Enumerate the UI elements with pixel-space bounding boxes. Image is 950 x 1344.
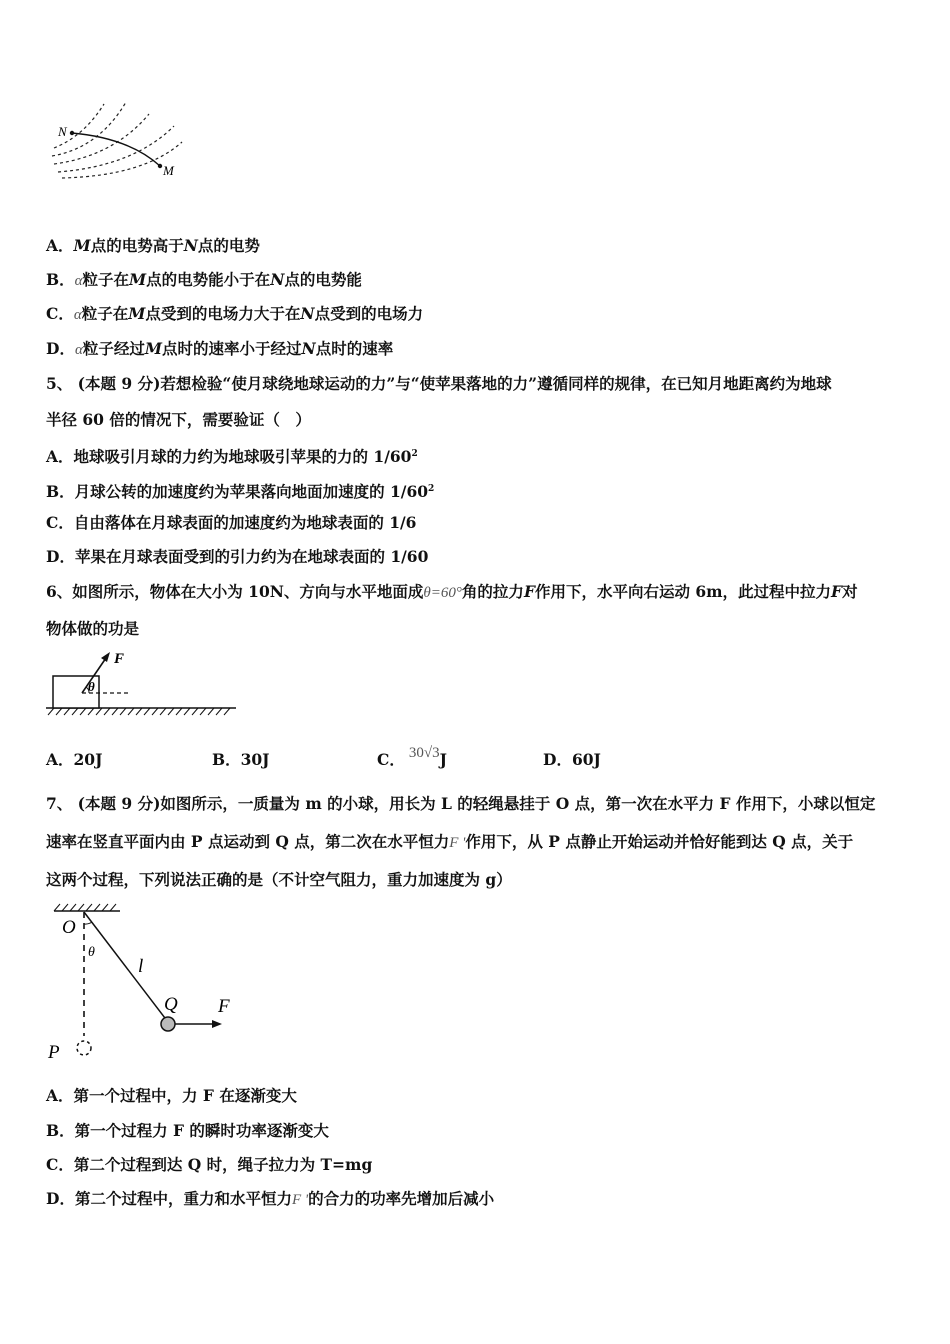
q4-option-d: D．α粒子经过M点时的速率小于经过N点时的速率 <box>46 339 394 358</box>
point-n <box>70 131 74 135</box>
q7-stem-line3: 这两个过程，下列说法正确的是（不计空气阻力，重力加速度为 g） <box>46 870 512 889</box>
q5-option-d: D．苹果在月球表面受到的引力约为在地球表面的 1/60 <box>46 547 429 566</box>
q7-option-d: D．第二个过程中，重力和水平恒力F '的合力的功率先增加后减小 <box>46 1189 495 1208</box>
alpha-symbol: α <box>74 342 83 358</box>
point-m <box>158 164 162 168</box>
pendulum-figure <box>44 898 244 1066</box>
trajectory-curve <box>72 133 160 166</box>
q6-option-a: A．20J <box>46 750 103 769</box>
q7-option-a: A．第一个过程中，力 F 在逐渐变大 <box>46 1086 297 1105</box>
rope <box>84 912 168 1022</box>
electric-field-figure <box>44 96 194 186</box>
ball-p <box>77 1041 91 1055</box>
q5-option-b: B．月球公转的加速度约为苹果落向地面加速度的 $1/60^2$ <box>46 482 435 502</box>
f-prime-symbol: F ' <box>449 835 466 851</box>
label-p: P <box>48 1042 60 1063</box>
q5-option-a: A．地球吸引月球的力约为地球吸引苹果的力的 $1/60^2$ <box>46 447 418 467</box>
q6-option-d: D．60J <box>543 750 601 769</box>
label-f: F <box>218 996 230 1017</box>
f-prime-symbol: F ' <box>291 1192 309 1208</box>
q5-option-c: C．自由落体在月球表面的加速度约为地球表面的 1/6 <box>46 513 417 532</box>
alpha-symbol: α <box>74 273 83 289</box>
q7-stem-line1: 7、 (本题 9 分)如图所示，一质量为 m 的小球，用长为 L 的轻绳悬挂于 O 点，第一次在水平力 F 作用下，小球以恒定 <box>46 794 876 813</box>
ground-hatch <box>48 708 230 715</box>
block-force-figure <box>44 646 240 720</box>
arrow-head <box>212 1020 222 1028</box>
arrow-head <box>101 652 110 662</box>
q5-stem-line1: 5、 (本题 9 分)若想检验“使月球绕地球运动的力”与“使苹果落地的力”遵循同样的规律，在已知月地距离约为地球 <box>46 374 832 393</box>
ceiling-hatch <box>54 904 116 911</box>
q6-stem-line1: 6、如图所示，物体在大小为 10N、方向与水平地面成θ=60°角的拉力F作用下，水平向右运动 6m，此过程中拉力F对 <box>46 582 858 601</box>
q4-option-b: B．α粒子在M点的电势能小于在N点的电势能 <box>46 270 362 289</box>
alpha-symbol: α <box>73 307 82 323</box>
q7-option-c: C．第二个过程到达 Q 时，绳子拉力为 T=mg <box>46 1155 373 1174</box>
label-l: l <box>138 956 144 977</box>
label-theta: θ <box>88 945 95 960</box>
q5-stem-line2: 半径 60 倍的情况下，需要验证（ ） <box>46 410 311 429</box>
ball-q <box>161 1017 175 1031</box>
label-theta: θ <box>88 679 95 694</box>
field-line <box>54 114 149 164</box>
label-n: N <box>58 124 67 139</box>
sqrt-expression: 30√3 <box>408 745 440 761</box>
q7-option-b: B．第一个过程力 F 的瞬时功率逐渐变大 <box>46 1121 329 1140</box>
angle-expression: θ=60° <box>423 585 462 601</box>
label-f: F <box>114 651 125 667</box>
q7-stem-line2: 速率在竖直平面内由 P 点运动到 Q 点，第二次在水平恒力F '作用下，从 P 点静止开始运动并恰好能到达 Q 点，关于 <box>46 832 854 851</box>
q4-option-c: C．α粒子在M点受到的电场力大于在N点受到的电场力 <box>46 304 424 323</box>
q4-option-a: A．M点的电势高于N点的电势 <box>46 236 260 255</box>
label-q: Q <box>164 994 178 1015</box>
q6-option-b: B．30J <box>212 750 270 769</box>
label-m: M <box>163 163 174 178</box>
label-o: O <box>62 917 76 938</box>
q6-option-c: C． 30√3J <box>377 745 447 769</box>
q6-stem-line2: 物体做的功是 <box>46 619 140 638</box>
